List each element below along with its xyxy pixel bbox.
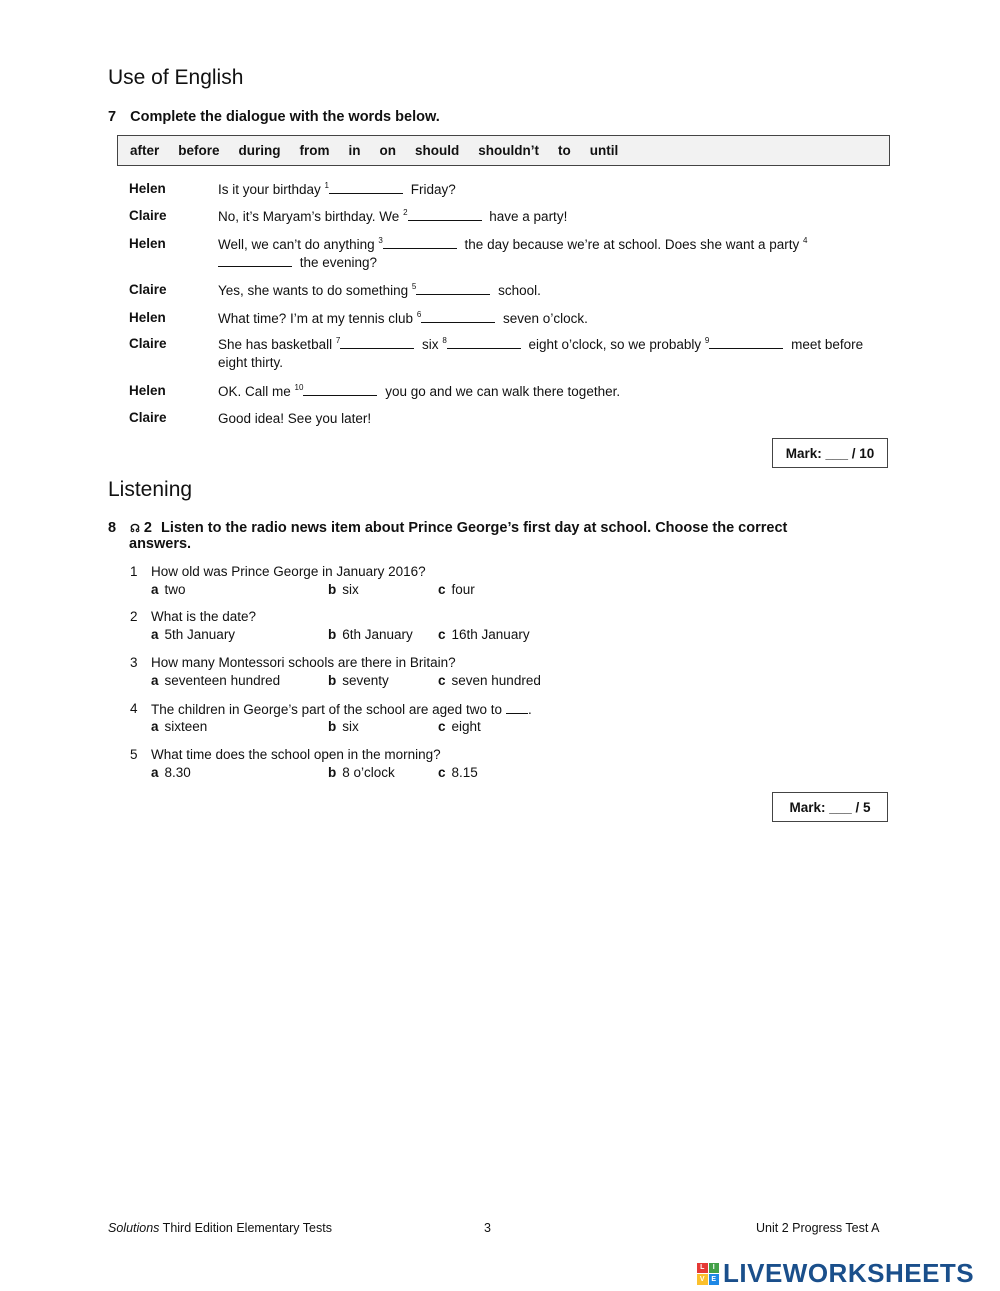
dialogue-text: She has basketball [218,337,336,352]
question-number: 1 [130,564,138,579]
question-text [151,747,441,762]
option-text: 8 o’clock [342,765,395,780]
option-letter: c [438,582,446,597]
option-text: eight [451,719,481,734]
page-number: 3 [484,1221,491,1235]
gap-number: 8 [442,336,447,345]
gap-number: 9 [704,336,710,345]
option-text: sixteen [164,719,208,734]
gap-input-blank[interactable] [383,236,457,249]
option-letter: c [438,765,446,780]
task-number: 8 [108,520,117,536]
question-number: 4 [130,701,138,716]
answer-option-c[interactable] [438,582,475,597]
word-bank-item: from [299,143,330,158]
answer-option-a[interactable] [151,765,191,780]
option-letter: c [438,627,446,642]
question-text-content: How many Montessori schools are there in Britain? [151,655,456,670]
answer-option-b[interactable] [328,627,413,642]
dialogue-text: have a party! [485,209,568,224]
question-text: The children in George’s part of the school are aged two to . [151,702,532,717]
word-bank-item: until [589,143,619,158]
gap-input-blank[interactable] [408,208,482,221]
answer-option-c[interactable] [438,719,481,734]
answer-option-a[interactable] [151,673,280,688]
word-bank-item: on [379,143,397,158]
dialogue-text: Is it your birthday [218,182,325,197]
dialogue-speaker: Claire [129,410,167,425]
liveworksheets-logo-icon [697,1263,719,1285]
option-letter: b [328,627,337,642]
task-8-instruction [108,520,868,552]
dialogue-speaker: Helen [129,383,166,398]
option-text: six [342,582,359,597]
gap-number: 5 [411,282,417,291]
gap-number: 1 [324,181,329,190]
option-letter: a [151,673,159,688]
dialogue-text: Yes, she wants to do something [218,283,412,298]
gap-number: 7 [335,336,341,345]
dialogue-line [218,383,878,401]
option-letter: a [151,582,159,597]
section-heading-use-of-english: Use of English [108,66,244,89]
gap-input-blank[interactable] [303,383,377,396]
question-text-content: The children in George’s part of the school are aged two to [151,702,502,717]
dialogue-text: Good idea! See you later! [218,411,372,426]
dialogue-speaker: Claire [129,282,167,297]
option-text: seven hundred [451,673,541,688]
option-text: six [342,719,359,734]
answer-option-a[interactable] [151,627,235,642]
dialogue-text: six [418,337,443,352]
dialogue-text: meet before eight thirty. [218,337,864,370]
option-text: four [451,582,475,597]
answer-option-c[interactable] [438,765,478,780]
dialogue-text: Well, we can’t do anything [218,237,379,252]
task-number: 7 [108,109,117,125]
headphones-icon: ☊ [130,523,140,535]
dialogue-speaker: Helen [129,236,166,251]
gap-number: 2 [403,208,408,217]
dialogue-line [218,236,878,272]
answer-option-b[interactable] [328,582,359,597]
gap-number: 3 [378,236,383,245]
task-7-instruction [108,109,440,125]
option-letter: b [328,719,337,734]
dialogue-text: seven o’clock. [499,311,588,326]
dialogue-text: the evening? [296,255,378,270]
dialogue-line [218,410,878,428]
question-number: 5 [130,747,138,762]
logo-tile: E [709,1274,720,1285]
dialogue-line [218,181,878,199]
option-text: seventy [342,673,389,688]
option-letter: b [328,582,337,597]
dialogue-text: No, it’s Maryam’s birthday. We [218,209,404,224]
logo-tile: V [697,1274,708,1285]
dialogue-line [218,282,878,300]
answer-option-b[interactable] [328,765,395,780]
word-bank-item: before [178,143,220,158]
word-bank-item: should [415,143,460,158]
dialogue-text: school. [494,283,541,298]
footer-title-rest: Third Edition Elementary Tests [159,1221,332,1235]
dialogue-text: you go and we can walk there together. [381,384,621,399]
answer-option-a[interactable] [151,582,186,597]
question-number: 3 [130,655,138,670]
question-text [151,609,256,624]
dialogue-text: the day because we’re at school. Does she want a party [460,237,803,252]
gap-input-blank[interactable] [416,282,490,295]
dialogue-text: eight o’clock, so we probably [524,337,705,352]
word-bank-item: during [238,143,281,158]
option-text: 5th January [164,627,236,642]
question-text [151,564,426,579]
dialogue-speaker: Helen [129,310,166,325]
option-letter: a [151,627,159,642]
footer-title-italic: Solutions [108,1221,160,1235]
dialogue-speaker: Helen [129,181,166,196]
answer-option-c[interactable] [438,627,530,642]
option-letter: a [151,765,159,780]
gap-input-blank[interactable] [340,336,414,349]
mark-box-section-7: Mark: ___ / 10 [772,438,888,468]
option-text: 16th January [451,627,530,642]
dialogue-line [218,310,878,328]
liveworksheets-brand [697,1258,974,1289]
task-text: Complete the dialogue with the words below. [130,109,440,125]
word-bank-item: shouldn’t [478,143,540,158]
option-letter: b [328,673,337,688]
gap-number: 6 [416,310,422,319]
dialogue-text: OK. Call me [218,384,295,399]
gap-input-blank[interactable] [709,336,783,349]
question-text [151,655,456,670]
option-text: seventeen hundred [164,673,281,688]
question-text-content: What is the date? [151,609,257,624]
option-letter: a [151,719,159,734]
word-bank-item: after [130,143,160,158]
gap-number: 4 [803,236,808,245]
option-text: 8.15 [451,765,478,780]
logo-tile: L [697,1263,708,1274]
gap-input-blank[interactable] [421,310,495,323]
option-text: two [164,582,186,597]
question-blank [506,701,528,714]
dialogue-speaker: Claire [129,336,167,351]
gap-number: 10 [294,383,304,392]
option-text: 8.30 [164,765,191,780]
option-letter: c [438,673,446,688]
word-bank [117,135,890,166]
mark-box-section-8: Mark: ___ / 5 [772,792,888,822]
logo-tile: I [709,1263,720,1274]
answer-option-b[interactable] [328,673,389,688]
dialogue-text: What time? I’m at my tennis club [218,311,417,326]
question-number: 2 [130,609,138,624]
word-bank-item: to [558,143,571,158]
section-heading-listening: Listening [108,478,193,501]
gap-input-blank[interactable] [218,254,292,267]
answer-option-a[interactable] [151,719,207,734]
track-number: 2 [143,520,152,536]
gap-input-blank[interactable] [329,181,403,194]
liveworksheets-wordmark: LIVEWORKSHEETS [723,1258,975,1288]
dialogue-line [218,208,878,226]
footer-title [108,1221,332,1235]
task-text-line2: answers. [129,536,192,552]
question-text-content: How old was Prince George in January 2016? [151,564,426,579]
answer-option-b[interactable] [328,719,359,734]
option-letter: c [438,719,446,734]
gap-input-blank[interactable] [447,336,521,349]
answer-option-c[interactable] [438,673,541,688]
word-bank-item: in [348,143,361,158]
footer-unit: Unit 2 Progress Test A [756,1221,880,1235]
option-letter: b [328,765,337,780]
question-text-content: What time does the school open in the morning? [151,747,441,762]
dialogue-speaker: Claire [129,208,167,223]
dialogue-text: Friday? [407,182,456,197]
task-text-line1: Listen to the radio news item about Prince George’s first day at school. Choose the correct [161,520,788,536]
dialogue-line [218,336,878,372]
option-text: 6th January [342,627,413,642]
